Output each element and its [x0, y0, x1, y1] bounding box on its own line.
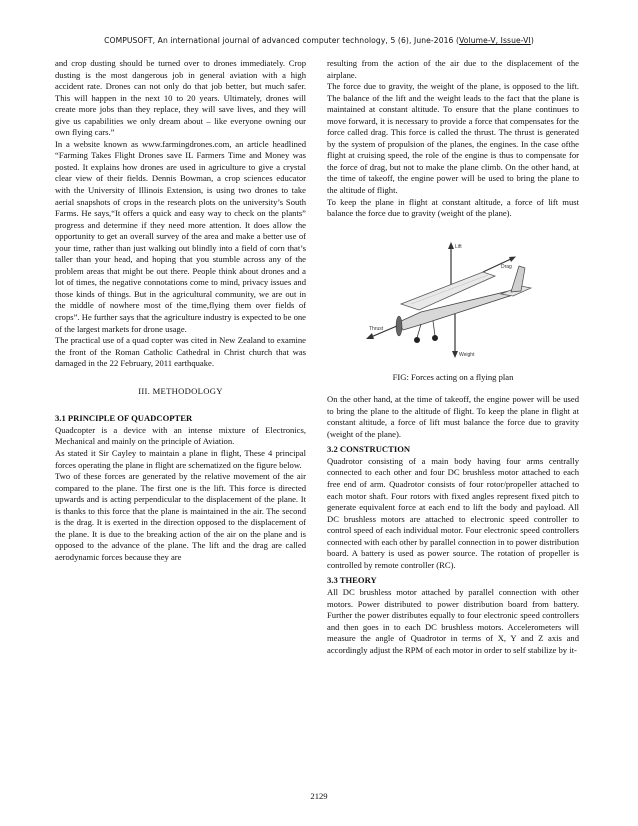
weight-arrowhead [452, 351, 458, 358]
paragraph: and crop dusting should be turned over to drones immediately. Crop dusting is the most dangerous job in general aviation with a high accident rate. Drones can not only do that job better, but much safer. This will happen in the next 10 to 20 years. Ultimately, drones will create more jobs than they replace, they will save lives, and they will give us capabilities we only dream about – like everyone owning our own flying cars.” [55, 58, 306, 138]
paragraph: The practical use of a quad copter was cited in New Zealand to examine the front of the Roman Catholic Cathedral in Christ church that was damaged in the 22 February, 2011 earthquake. [55, 335, 306, 369]
paragraph: Two of these forces are generated by the relative movement of the air compared to the plane. The first one is the lift. This force is directed upwards and is acting perpendicular to the displacement of the plane. It is thanks to this force that the plane is maintained in the air. The second is the drag. It is exerted in the direction opposed to the displacement of the plane. It is due to the breaking action of the air on the plane and is opposed to the advance of the plane. The lift and the drag are called aerodynamic forces because they are [55, 471, 306, 562]
landing-gear [417, 324, 421, 338]
drag-label: Drag [501, 263, 512, 270]
paragraph: To keep the plane in flight at constant altitude, a force of lift must balance the force due to gravity (weight of the plane). [327, 196, 579, 219]
journal-header [0, 36, 638, 45]
paragraph: As stated it Sir Cayley to maintain a plane in flight, These 4 principal forces operating the plane in flight are schematized on the figure below. [55, 447, 306, 470]
landing-gear [433, 321, 435, 336]
airplane-illustration [363, 238, 543, 364]
wheel [432, 335, 438, 341]
paragraph: Quadrotor consisting of a main body having four arms centrally connected to each other and four DC brushless motor attached to each free end of arm. Quadrotor consists of four rotor/propeller attached to each motor shaft. Four rotors with fixed angles represent fixed pitch to generate equivalent force at each end to lift the body and payload. All DC brushless motors are attached to electronic speed controller to control speed of each individual motor. Four electronic speed controllers connected with each other by parallel connection in to power distribution board. A battery is used as power source. The rotation of propeller is controlled by remote controller (RC). [327, 455, 579, 570]
paragraph: The force due to gravity, the weight of the plane, is opposed to the lift. The balance of the lift and the weight leads to the fact that the plane is maintained at constant altitude. To ensure that the plane continues to move forward, it is necessary to provide a force that compensates for the force called drag. This force is called the thrust. The thrust is generated by the system of propulsion of the planes, the engines. In the case ofthe flight at cruising speed, the role of the engine is thus to compensate for the force of drag, but not to make the plane climb. On the other hand, at the time of takeoff, the engine power will be used to bring the plane to the altitude of flight. [327, 81, 579, 196]
wheel [414, 337, 420, 343]
weight-label: Weight [459, 351, 475, 358]
paragraph: resulting from the action of the air due to the displacement of the airplane. [327, 58, 579, 80]
subsection-heading: 3.2 CONSTRUCTION [327, 444, 411, 455]
header-volume-link[interactable]: Volume-V, Issue-VI [459, 36, 531, 45]
drag-arrowhead [509, 256, 516, 262]
lift-arrowhead [448, 242, 454, 249]
thrust-arrowhead [366, 333, 374, 339]
header-prefix: COMPUSOFT, An international journal of advanced computer technology, 5 (6), June-2016 ( [104, 36, 460, 45]
fuselage-shape [399, 290, 519, 330]
airplane-forces-figure [327, 238, 579, 366]
subsection-heading: 3.3 THEORY [327, 575, 377, 586]
paragraph: All DC brushless motor attached by parallel connection with other motors. Power distributed to power distribution board from battery. Further the power distributes equally to four electronic speed controllers and then goes in to each DC brushless motors. Accelerometers will measure the angle of Quadrotor in terms of X, Y and Z axis and accordingly adjust the RPM of each motor in order to self stabilize by it- [327, 586, 579, 655]
page-number: 2129 [310, 791, 328, 801]
paragraph: In a website known as www.farmingdrones.com, an article headlined “Farming Takes Flight Drones save IL Farmers Time and Money was posted. It explains how drones are used in agriculture to give a crystal clear view of their fields. Dennis Bowman, a crop sciences educator with the University of Illinois Extension, is using two drones to take aerial snapshots of crops in the research plots on the university’s South Farms. He says,“It offers a quick and easy way to check on the plants” progress and determine if they need more attention. It does allow the opportunity to get an overall survey of the area and make a better use of your time, rather than just walking out blindly into a field of corn that’s taller than your head, and hoping that you stumble across any of the problem areas that might be out there. People think about drones and a lot of times, the negative connotations come to mind, privacy issues and those kinds of things. But in the agricultural community, we are out in the middle of nowhere most of the time,flying them over fields of crops”. He further says that the agriculture industry is expected to be one of the largest markets for drone usage. [55, 138, 306, 334]
figure-caption: FIG: Forces acting on a flying plan [392, 371, 514, 382]
paragraph: Quadcopter is a device with an intense mixture of Electronics, Mechanical and mainly on the principle of Aviation. [55, 424, 306, 447]
header-suffix: ) [530, 36, 534, 45]
section-heading: III. METHODOLOGY [138, 385, 223, 396]
thrust-label: Thrust [369, 325, 384, 332]
right-column [327, 58, 579, 656]
left-column [55, 58, 306, 563]
subsection-heading: 3.1 PRINCIPLE OF QUADCOPTER [55, 413, 193, 424]
lift-label: Lift [455, 243, 462, 250]
paragraph: On the other hand, at the time of takeoff, the engine power will be used to bring the plane to the altitude of flight. To keep the plane in flight at constant altitude, a force of lift must balance the force due to gravity (weight of the plane). [327, 394, 579, 439]
